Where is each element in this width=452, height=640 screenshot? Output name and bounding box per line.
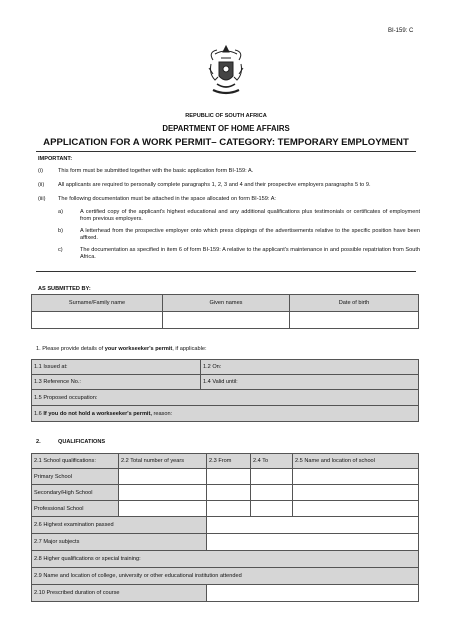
secondary-to-input[interactable]	[251, 485, 293, 501]
surname-input[interactable]	[32, 312, 163, 329]
date-of-birth-header: Date of birth	[290, 295, 419, 312]
question-emphasis: your workseeker's permit	[104, 346, 173, 352]
reason-suffix: reason:	[151, 410, 173, 417]
primary-years-input[interactable]	[119, 469, 207, 485]
from-header: 2.3 From	[207, 454, 251, 469]
no-permit-reason-field[interactable]	[32, 406, 419, 422]
given-names-header: Given names	[163, 295, 290, 312]
secondary-from-input[interactable]	[207, 485, 251, 501]
major-subjects-input[interactable]	[207, 534, 419, 551]
school-qualifications-header: 2.1 School qualifications:	[32, 454, 119, 469]
item-text: This form must be submitted together with the basic application form BI-159: A.	[58, 168, 254, 174]
subitem-letter: c)	[58, 247, 63, 253]
department-heading: DEPARTMENT OF HOME AFFAIRS	[162, 124, 290, 133]
important-label: IMPORTANT:	[38, 156, 73, 162]
mid-divider	[36, 271, 416, 272]
surname-header: Surname/Family name	[32, 295, 163, 312]
primary-from-input[interactable]	[207, 469, 251, 485]
professional-to-input[interactable]	[251, 501, 293, 517]
secondary-school-label: Secondary/High School	[32, 485, 119, 501]
subitem-text: A certified copy of the applicant's highest educational and any additional qualifications plus testimonials or certificates of employment from previous employers.	[80, 209, 420, 223]
item-number: (iii)	[38, 196, 46, 202]
important-item	[38, 182, 418, 189]
proposed-occupation-field[interactable]: 1.5 Proposed occupation:	[32, 390, 419, 406]
reason-prefix: 1.6	[34, 410, 44, 417]
institution-field[interactable]: 2.9 Name and location of college, university or other educational institution attended	[32, 568, 419, 585]
issued-on-field[interactable]: 1.2 On:	[201, 360, 419, 375]
question-prefix: 1. Please provide details of	[36, 346, 105, 352]
issued-at-field[interactable]: 1.1 Issued at:	[32, 360, 201, 375]
professional-years-input[interactable]	[119, 501, 207, 517]
reason-emphasis: If you do not hold a workseeker's permit,	[43, 410, 152, 417]
course-duration-label: 2.10 Prescribed duration of course	[32, 585, 207, 602]
submitted-by-label: AS SUBMITTED BY:	[38, 286, 91, 292]
higher-qualifications-field[interactable]: 2.8 Higher qualifications or special training:	[32, 551, 419, 568]
school-name-header: 2.5 Name and location of school	[293, 454, 419, 469]
item-text: All applicants are required to personally complete paragraphs 1, 2, 3 and 4 and their prospective employers paragraphs 5 to 9.	[58, 182, 371, 188]
form-title: APPLICATION FOR A WORK PERMIT– CATEGORY: TEMPORARY EMPLOYMENT	[43, 137, 409, 148]
question-suffix: , if applicable:	[172, 346, 207, 352]
form-number: BI-159: C	[388, 28, 414, 34]
coat-of-arms-emblem	[205, 44, 247, 102]
date-of-birth-input[interactable]	[290, 312, 419, 329]
important-subitem	[58, 247, 420, 262]
item-text: The following documentation must be attached in the space allocated on form BI-159: A:	[58, 196, 276, 202]
permit-table	[31, 359, 419, 422]
reference-number-field[interactable]: 1.3 Reference No.:	[32, 375, 201, 390]
item-number: (i)	[38, 168, 43, 174]
republic-heading: REPUBLIC OF SOUTH AFRICA	[185, 113, 267, 119]
section1-question	[36, 346, 207, 352]
item-number: (ii)	[38, 182, 45, 188]
course-duration-input[interactable]	[207, 585, 419, 602]
top-divider	[36, 151, 416, 152]
professional-from-input[interactable]	[207, 501, 251, 517]
applicant-table	[31, 294, 419, 329]
highest-examination-label: 2.6 Highest examination passed	[32, 517, 207, 534]
primary-school-label: Primary School	[32, 469, 119, 485]
highest-examination-input[interactable]	[207, 517, 419, 534]
important-item	[38, 196, 418, 203]
to-header: 2.4 To	[251, 454, 293, 469]
total-years-header: 2.2 Total number of years	[119, 454, 207, 469]
subitem-text: The documentation as specified in item 6 of form BI-159: A relative to the applicant's maintenance in and possible repatriation from South Africa.	[80, 247, 420, 261]
secondary-school-name-input[interactable]	[293, 485, 419, 501]
secondary-years-input[interactable]	[119, 485, 207, 501]
important-subitem	[58, 228, 420, 243]
subitem-letter: a)	[58, 209, 63, 215]
primary-school-name-input[interactable]	[293, 469, 419, 485]
primary-to-input[interactable]	[251, 469, 293, 485]
valid-until-field[interactable]: 1.4 Valid until:	[201, 375, 419, 390]
important-subitem	[58, 209, 420, 224]
section-title: QUALIFICATIONS	[58, 439, 106, 445]
section2-heading	[36, 439, 105, 445]
important-item	[38, 168, 418, 175]
subitem-letter: b)	[58, 228, 63, 234]
given-names-input[interactable]	[163, 312, 290, 329]
qualifications-table	[31, 453, 419, 602]
professional-school-label: Professional School	[32, 501, 119, 517]
major-subjects-label: 2.7 Major subjects	[32, 534, 207, 551]
section-number: 2.	[36, 439, 41, 445]
professional-school-name-input[interactable]	[293, 501, 419, 517]
subitem-text: A letterhead from the prospective employer onto which press clippings of the advertisements relative to the specific position have been affixed.	[80, 228, 420, 242]
